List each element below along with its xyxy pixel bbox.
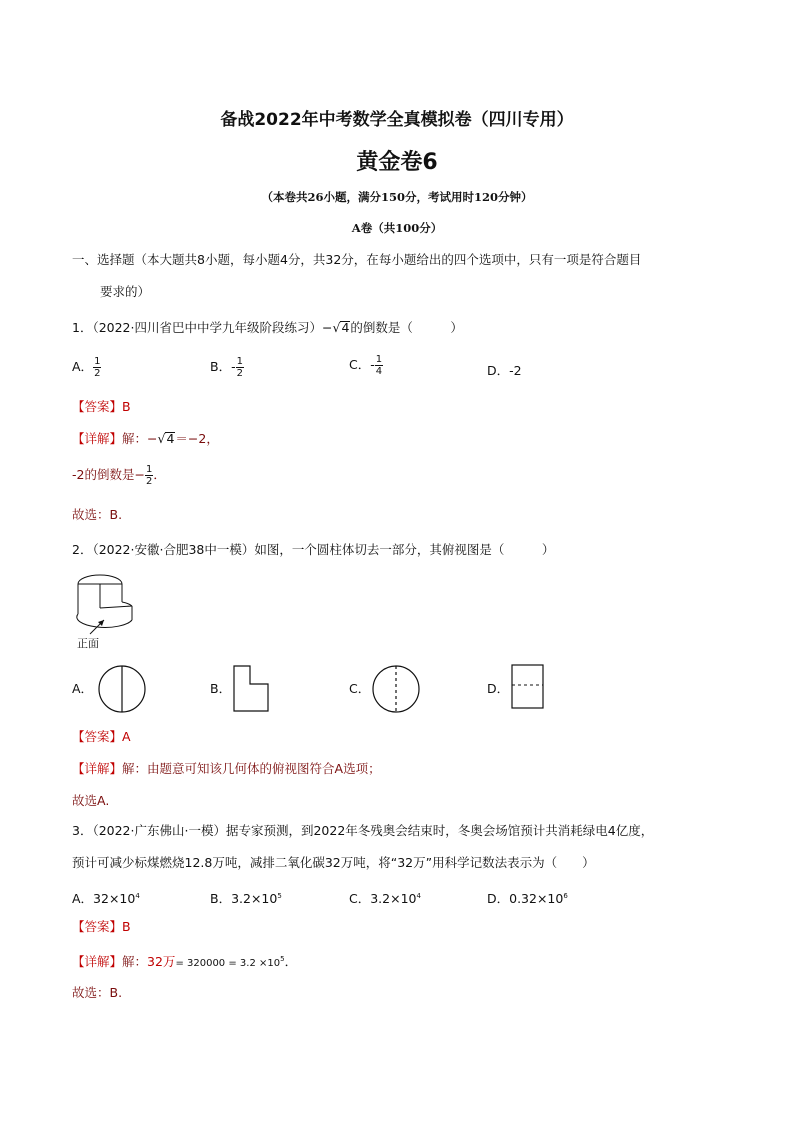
- q3-option-d-base: D．0.32×10: [487, 891, 564, 906]
- q2-option-b-label: B．: [210, 681, 232, 696]
- q3-option-a-exp: 4: [135, 892, 140, 900]
- q3-detail-expr: = 320000 = 3.2 ×10: [175, 958, 281, 969]
- q2-option-c-figure: [370, 663, 422, 715]
- q1-option-b-fraction: [236, 356, 244, 379]
- q1-prefix: 1．（2022·四川省巴中中学九年级阶段练习）: [72, 320, 322, 335]
- q2-detail-text: 解：由题意可知该几何体的俯视图符合A选项；: [122, 761, 381, 776]
- frac-num: 1: [94, 356, 101, 367]
- q3-detail-exp: 5: [280, 955, 285, 963]
- q1-option-b: [210, 356, 244, 379]
- detail-tag: 【详解】: [72, 954, 123, 969]
- question-2-stem: 2．（2022·安徽·合肥38中一模）如图，一个圆柱体切去一部分，其俯视图是（ ）: [72, 542, 555, 557]
- q3-option-a-base: A．32×10: [72, 891, 136, 906]
- q3-detail-term: 32万: [147, 954, 176, 969]
- q2-option-d-label: D．: [487, 681, 510, 696]
- answer-tag: 【答案】: [72, 919, 123, 934]
- frac-den: 2: [94, 368, 101, 379]
- frac-den: 2: [236, 368, 243, 379]
- question-3-stem-cont: 预计可减少标煤燃烧12.8万吨，减排二氧化碳32万吨，将“32万”用科学记数法表示为（ ）: [72, 855, 595, 870]
- q3-detail-prefix: 解：: [122, 954, 148, 969]
- q1-detail-line2: [72, 464, 166, 487]
- frac-den: 4: [375, 366, 383, 377]
- q3-option-c-base: C．3.2×10: [349, 891, 417, 906]
- q2-detail: [72, 760, 381, 778]
- q2-option-c-label: C．: [349, 681, 371, 696]
- q2-answer: [72, 728, 131, 746]
- q1-detail-radicand: 4: [166, 431, 175, 446]
- answer-tag: 【答案】: [72, 399, 123, 414]
- question-1-stem: 1．（2022·四川省巴中中学九年级阶段练习）−√4的倒数是（ ）: [72, 320, 463, 335]
- q3-conclusion: 故选：B.: [72, 985, 123, 1000]
- answer-tag: 【答案】: [72, 729, 123, 744]
- q3-option-d-exp: 6: [563, 892, 568, 900]
- q3-option-c-exp: 4: [416, 892, 421, 900]
- answer-value: A: [122, 729, 131, 744]
- part1-heading-cont: 要求的）: [100, 284, 151, 299]
- q1-detail-text: 解：−: [122, 431, 158, 446]
- q1-detail2-text: -2的倒数是−: [72, 467, 145, 482]
- q1-minus: −: [322, 320, 333, 335]
- q3-answer: [72, 918, 131, 936]
- q1-suffix: 的倒数是（ ）: [350, 320, 463, 335]
- q1-detail2-end: ．: [153, 467, 166, 482]
- question-3-stem: 3．（2022·广东佛山·一模）据专家预测，到2022年冬残奥会结束时，冬奥会场馆预计共消耗绿电4亿度，: [72, 823, 654, 838]
- q2-option-a-figure: [96, 663, 148, 715]
- answer-value: B: [122, 919, 131, 934]
- q3-option-c: [349, 887, 421, 908]
- q3-detail: [72, 950, 297, 973]
- q1-option-c: [349, 354, 383, 377]
- q2-conclusion: 故选A.: [72, 793, 110, 808]
- frac-num: 1: [375, 354, 383, 365]
- frac-num: 1: [145, 464, 153, 475]
- q1-option-a-fraction: [93, 356, 101, 379]
- frac-den: 2: [145, 476, 153, 487]
- paper-subtitle: 黄金卷6: [356, 150, 438, 175]
- q2-option-b-figure: [232, 664, 272, 714]
- q1-option-c-label: C．-: [349, 357, 375, 372]
- q1-option-a: [72, 356, 101, 379]
- q1-option-d: D．-2: [487, 363, 522, 378]
- q1-radicand: 4: [341, 320, 350, 335]
- q1-option-a-label: A．: [72, 359, 94, 374]
- q1-conclusion: 故选：B.: [72, 507, 123, 522]
- section-title: A卷（共100分）: [351, 221, 443, 235]
- exam-info: （本卷共26小题，满分150分，考试用时120分钟）: [261, 190, 533, 204]
- q3-option-b-exp: 5: [277, 892, 282, 900]
- frac-num: 1: [236, 356, 243, 367]
- answer-value: B: [122, 399, 131, 414]
- q1-detail-result: ＝−2，: [175, 431, 219, 446]
- part1-heading: 一、选择题（本大题共8小题，每小题4分，共32分，在每小题给出的四个选项中，只有一项是符合题目: [72, 252, 642, 267]
- q3-option-d: [487, 887, 568, 908]
- detail-tag: 【详解】: [72, 431, 123, 446]
- q1-option-b-label: B．-: [210, 359, 236, 374]
- exam-title: 备战2022年中考数学全真模拟卷（四川专用）: [220, 110, 574, 130]
- q2-option-d-figure: [510, 663, 546, 711]
- detail-tag: 【详解】: [72, 761, 123, 776]
- q1-option-c-fraction: [375, 354, 383, 377]
- q1-answer: [72, 398, 131, 416]
- q2-option-a-label: A．: [72, 681, 94, 696]
- q3-detail-end: ．: [284, 954, 298, 969]
- front-view-label: 正面: [77, 637, 99, 650]
- q3-option-b: [210, 887, 282, 908]
- q1-detail: 【详解】解：−√4＝−2，: [72, 431, 219, 446]
- q3-option-b-base: B．3.2×10: [210, 891, 278, 906]
- q3-option-a: [72, 887, 140, 908]
